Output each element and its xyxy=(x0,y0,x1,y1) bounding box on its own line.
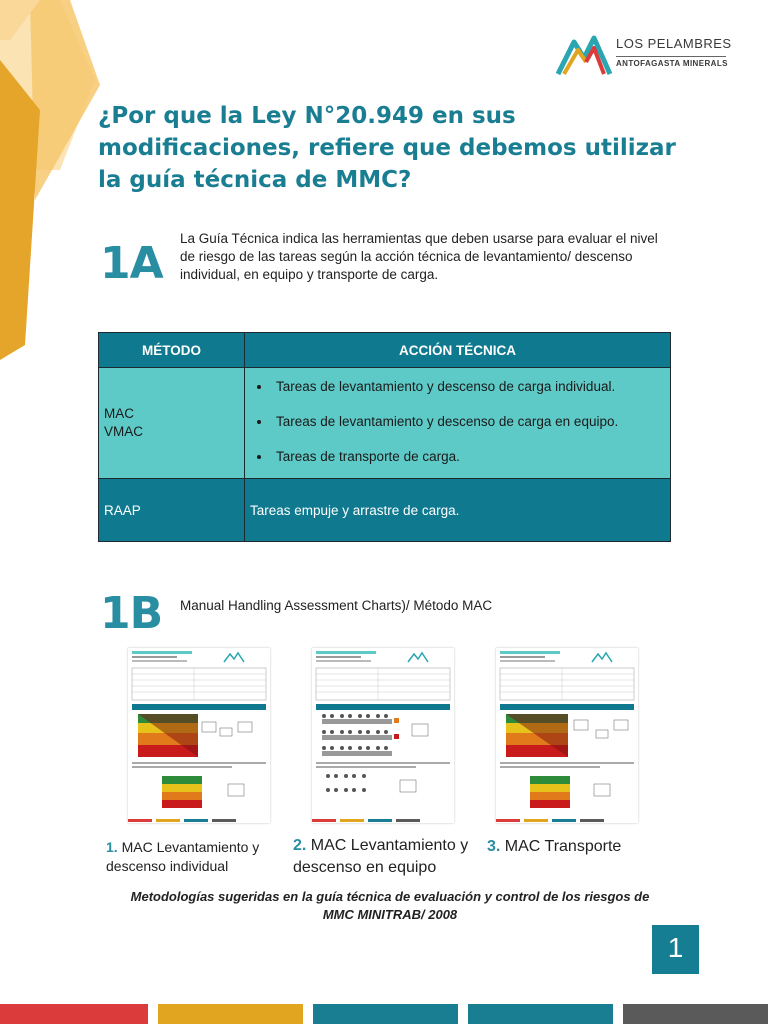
action-cell xyxy=(245,368,671,479)
table-row xyxy=(99,368,671,479)
caption-2-label: MAC Levantamiento y descenso en equipo xyxy=(293,837,469,876)
table-header-row xyxy=(99,333,671,368)
footnote: Metodologías sugeridas en la guía técnica de evaluación y control de los riesgos de MMC MINITRAB/ 2008 xyxy=(130,889,650,922)
page-title: ¿Por que la Ley N°20.949 en sus modificaciones, refiere que debemos utilizar la guía técnica de MMC? xyxy=(98,103,676,193)
caption-1-label: MAC Levantamiento y descenso individual xyxy=(106,839,260,874)
caption-1 xyxy=(106,838,276,876)
mountain-logo-icon xyxy=(556,28,612,78)
footer-bar-gray xyxy=(623,1004,768,1024)
caption-3-label: MAC Transporte xyxy=(504,838,622,855)
action-item: • Tareas de levantamiento y descenso de carga en equipo. xyxy=(272,414,669,430)
action-raap: Tareas empuje y arrastre de carga. xyxy=(245,479,671,542)
caption-1-number: 1. xyxy=(106,839,118,855)
page-number: 1 xyxy=(652,925,699,974)
method-raap: RAAP xyxy=(99,479,245,542)
footer-color-bars xyxy=(0,1004,768,1024)
section-1a-number: 1A xyxy=(100,238,163,289)
footer-bar-red xyxy=(0,1004,148,1024)
caption-3 xyxy=(487,836,647,858)
header-accion-tecnica: ACCIÓN TÉCNICA xyxy=(245,333,671,368)
methods-table xyxy=(98,332,671,542)
method-mac: MAC xyxy=(104,406,134,421)
method-vmac: VMAC xyxy=(104,424,144,439)
section-1b-text: Manual Handling Assessment Charts)/ Método MAC xyxy=(180,598,493,613)
logo-name: LOS PELAMBRES xyxy=(616,36,732,51)
section-1b-number: 1B xyxy=(100,588,163,639)
action-item: • Tareas de transporte de carga. xyxy=(272,449,669,465)
method-cell xyxy=(99,368,245,479)
footer-bar-blue xyxy=(313,1004,458,1024)
action-item: • Tareas de levantamiento y descenso de carga individual. xyxy=(272,379,669,395)
caption-3-number: 3. xyxy=(487,838,501,855)
mac-individual-thumbnail xyxy=(128,648,270,823)
header-metodo: MÉTODO xyxy=(99,333,245,368)
logo-subtitle: ANTOFAGASTA MINERALS xyxy=(616,59,728,68)
footer-bar-blue-2 xyxy=(468,1004,613,1024)
caption-2 xyxy=(293,835,473,879)
section-1a-text: La Guía Técnica indica las herramientas que deben usarse para evaluar el nivel de riesgo de las tareas según la acción técnica de levantamiento/ descenso individual, en equipo y transporte de carga. xyxy=(180,231,658,282)
mac-transporte-thumbnail xyxy=(496,648,638,823)
action-list xyxy=(250,369,669,477)
mac-equipo-thumbnail xyxy=(312,648,454,823)
table-row xyxy=(99,479,671,542)
company-logo xyxy=(556,28,746,80)
footer-bar-gold xyxy=(158,1004,303,1024)
logo-divider xyxy=(616,56,726,57)
caption-2-number: 2. xyxy=(293,837,307,854)
